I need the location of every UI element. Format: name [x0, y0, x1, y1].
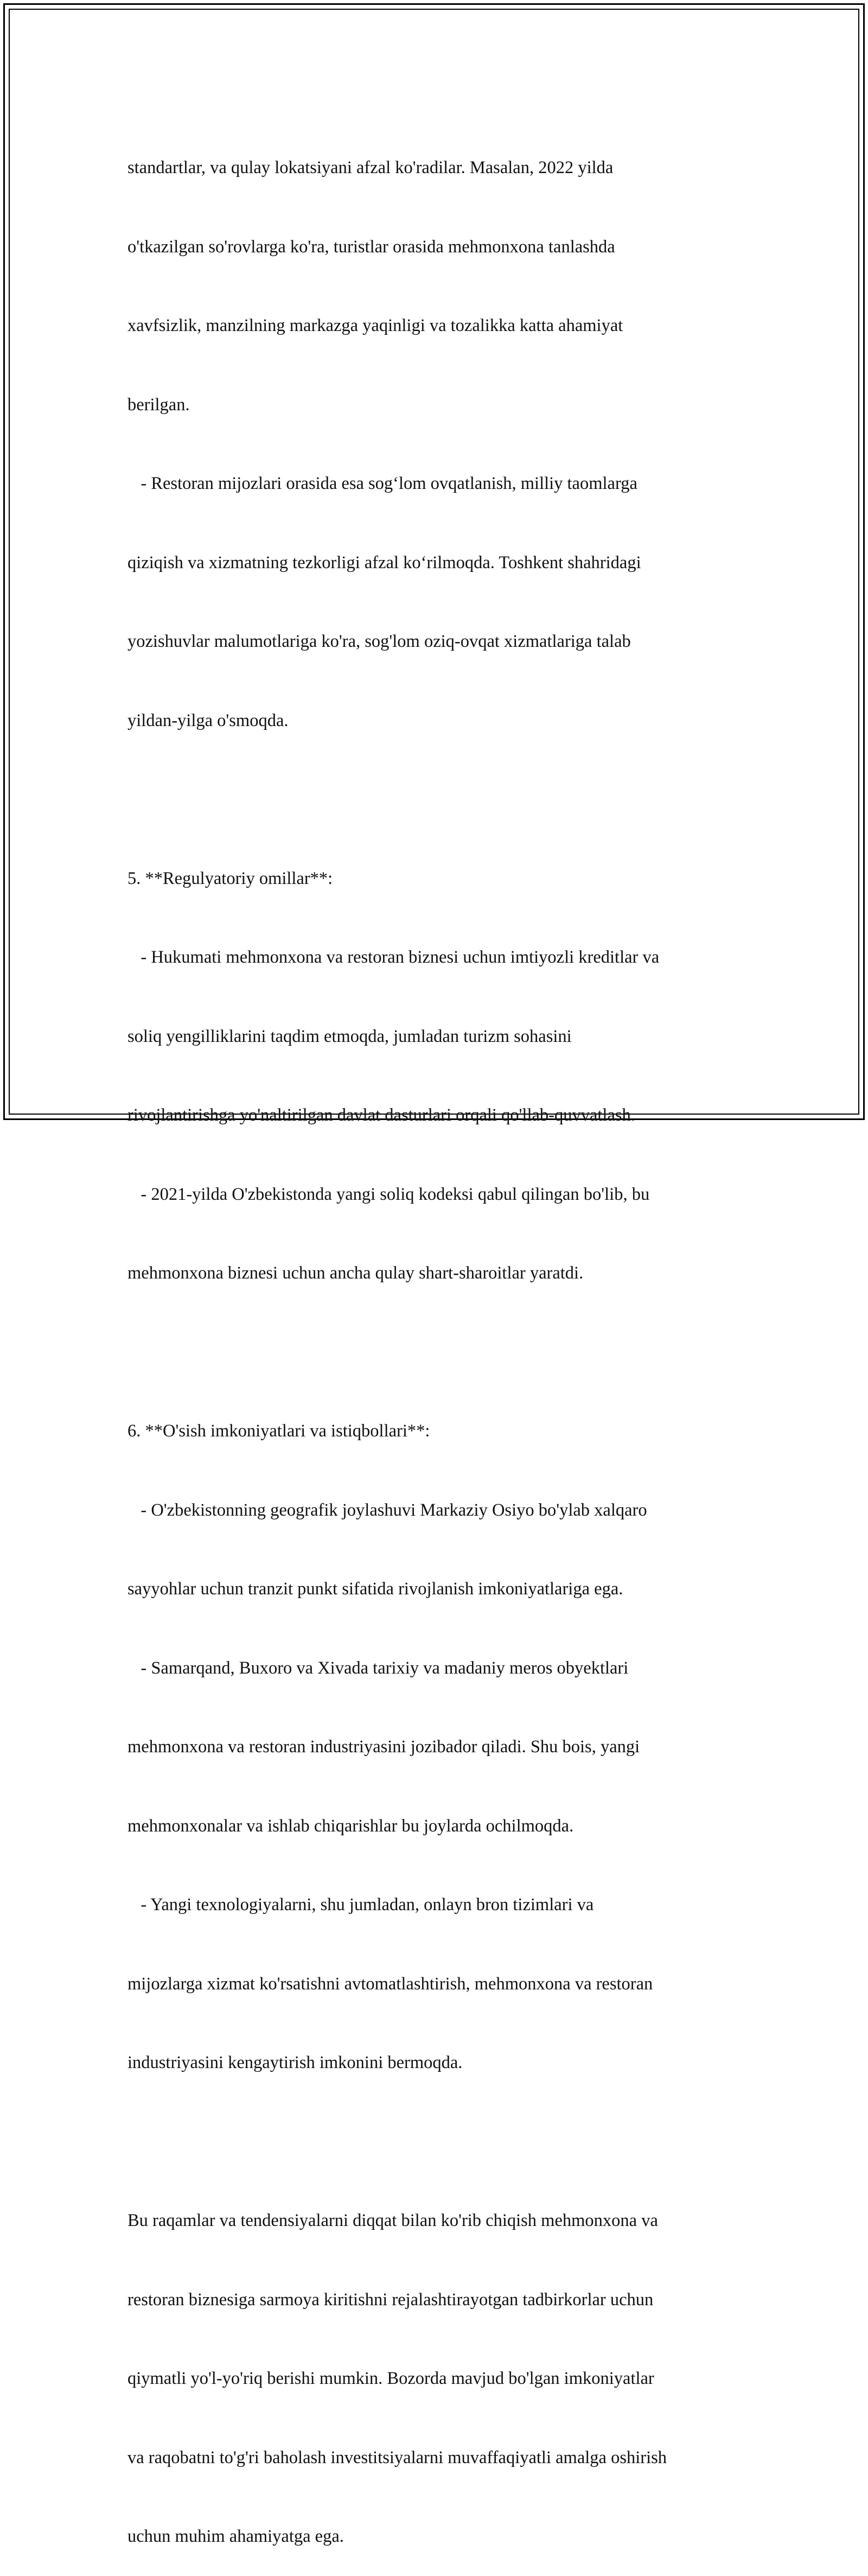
text-line: restoran biznesiga sarmoya kiritishni rejalashtirayotgan tadbirkorlar uchun	[127, 2289, 654, 2310]
text-line: - Restoran mijozlari orasida esa sog‘lom ovqatlanish, milliy taomlarga	[127, 474, 637, 493]
text-line: berilgan.	[127, 395, 190, 415]
text-line: mehmonxonalar va ishlab chiqarishlar bu joylarda ochilmoqda.	[127, 1816, 574, 1836]
text-line: - Hukumati mehmonxona va restoran biznesi uchun imtiyozli kreditlar va	[127, 947, 660, 967]
text-line: mijozlarga xizmat ko'rsatishni avtomatlashtirish, mehmonxona va restoran	[127, 1974, 653, 1994]
text-line: standartlar, va qulay lokatsiyani afzal ko'radilar. Masalan, 2022 yilda	[127, 158, 614, 177]
document-body	[127, 102, 768, 2576]
text-line: uchun muhim ahamiyatga ega.	[127, 2527, 344, 2546]
text-line: mehmonxona biznesi uchun ancha qulay shart-sharoitlar yaratdi.	[127, 1263, 584, 1283]
text-line: yildan-yilga o'smoqda.	[127, 710, 289, 730]
text-line: o'tkazilgan so'rovlarga ko'ra, turistlar orasida mehmonxona tanlashda	[127, 237, 615, 257]
text-line: sayyohlar uchun tranzit punkt sifatida rivojlanish imkoniyatlariga ega.	[127, 1579, 623, 1599]
text-line: qiymatli yo'l-yo'riq berishi mumkin. Bozorda mavjud bo'lgan imkoniyatlar	[127, 2369, 654, 2388]
text-line: rivojlantirishga yo'naltirilgan davlat dasturlari orqali qo'llab-quvvatlash.	[127, 1105, 635, 1125]
text-line: qiziqish va xizmatning tezkorligi afzal ko‘rilmoqda. Toshkent shahridagi	[127, 552, 641, 573]
text-line: Bu raqamlar va tendensiyalarni diqqat bilan ko'rib chiqish mehmonxona va	[127, 2211, 658, 2230]
text-line: xavfsizlik, manzilning markazga yaqinligi va tozalikka katta ahamiyat	[127, 316, 623, 335]
text-line: industriyasini kengaytirish imkonini bermoqda.	[127, 2053, 463, 2072]
text-line: - O'zbekistonning geografik joylashuvi Markaziy Osiyo bo'ylab xalqaro	[127, 1500, 647, 1520]
text-line: va raqobatni to'g'ri baholash investitsiyalarni muvaffaqiyatli amalga oshirish	[127, 2447, 667, 2467]
text-line: - Samarqand, Buxoro va Xivada tarixiy va madaniy meros obyektlari	[127, 1658, 629, 1678]
blank-line	[127, 786, 768, 813]
blank-line	[127, 2129, 768, 2155]
section-heading: 6. **O'sish imkoniyatlari va istiqbollari**:	[127, 1421, 430, 1441]
text-line: mehmonxona va restoran industriyasini jozibador qiladi. Shu bois, yangi	[127, 1737, 640, 1757]
text-line: yozishuvlar malumotlariga ko'ra, sog'lom oziq-ovqat xizmatlariga talab	[127, 632, 631, 651]
text-line: soliq yengilliklarini taqdim etmoqda, jumladan turizm sohasini	[127, 1026, 572, 1046]
blank-line	[127, 1339, 768, 1366]
section-heading: 5. **Regulyatoriy omillar**:	[127, 868, 333, 888]
text-line: - 2021-yilda O'zbekistonda yangi soliq kodeksi qabul qilingan bo'lib, bu	[127, 1184, 650, 1204]
text-line: - Yangi texnologiyalarni, shu jumladan, onlayn bron tizimlari va	[127, 1895, 594, 1914]
